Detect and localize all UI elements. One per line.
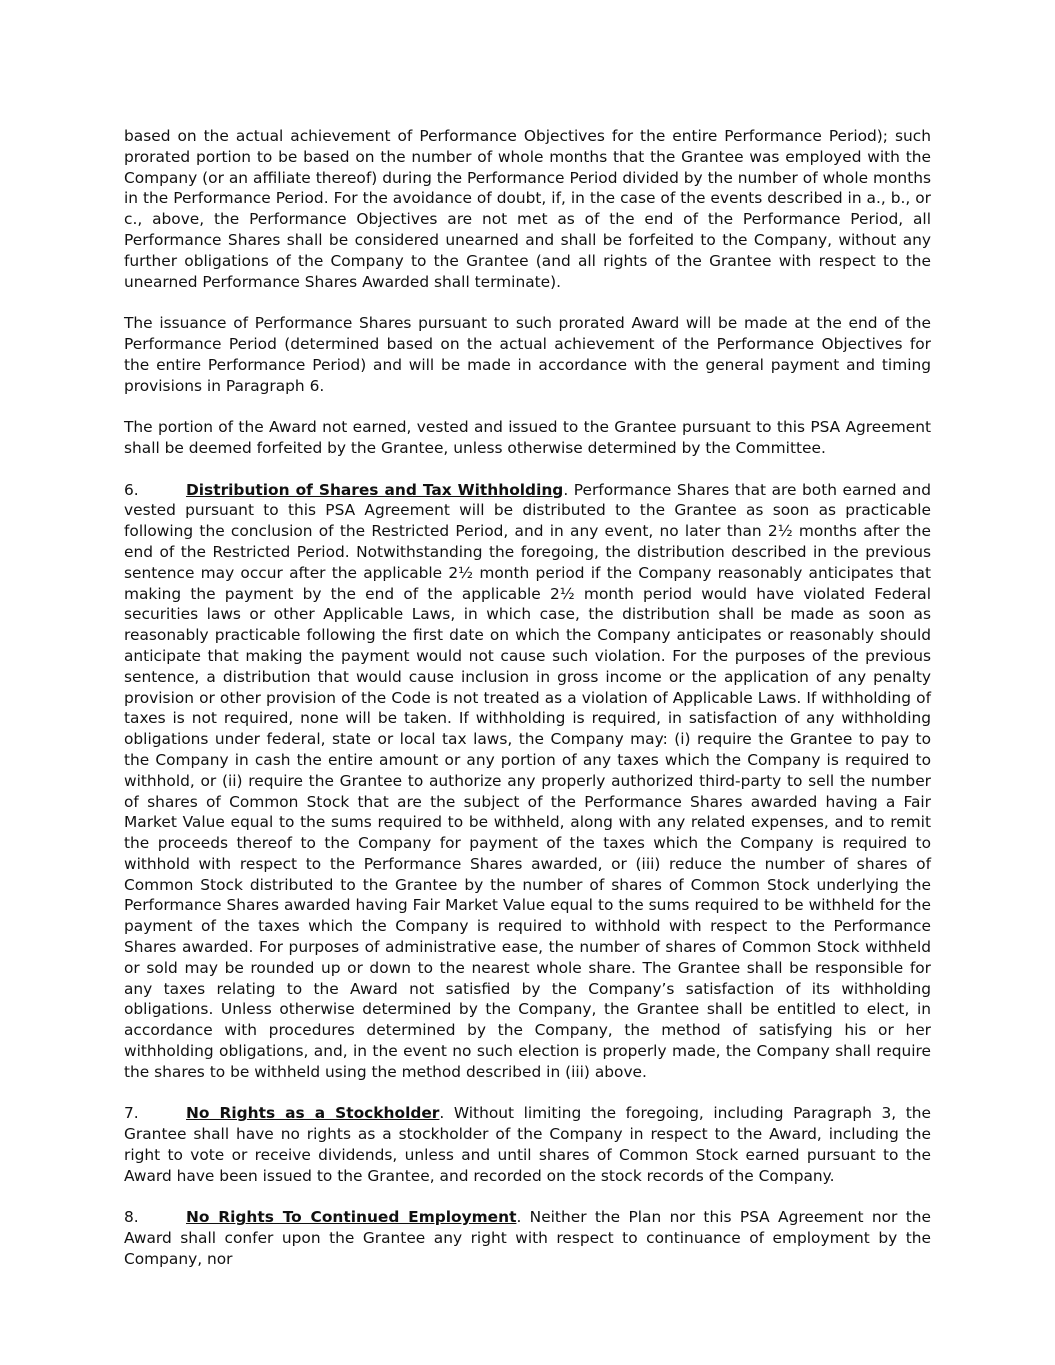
section-6 — [124, 480, 931, 1083]
section-number: 8. — [124, 1208, 139, 1227]
section-8 — [124, 1207, 931, 1269]
section-heading: Distribution of Shares and Tax Withholding — [186, 480, 564, 499]
section-body: . Without limiting the foregoing, including Paragraph 3, the Grantee shall have no rights as a stockholder of the Company in respect to the Award, including the right to vote or receive dividends, unless and until shares of Common Stock earned pursuant to the Award have been issued to the Grantee, and recorded on the stock records of the Company. — [124, 1104, 931, 1185]
paragraph-forfeiture: The portion of the Award not earned, vested and issued to the Grantee pursuant to this PSA Agreement shall be deemed forfeited by the Grantee, unless otherwise determined by the Committee. — [124, 418, 931, 457]
section-body: . Neither the Plan nor this PSA Agreement nor the Award shall confer upon the Grantee any right with respect to continuance of employment by the Company, nor — [124, 1208, 931, 1269]
section-heading: No Rights as a Stockholder — [186, 1104, 440, 1123]
section-body: . Performance Shares that are both earned and vested pursuant to this PSA Agreement will be distributed to the Grantee as soon as practicable following the conclusion of the Restricted Period, and in any event, no later than 2½ months after the end of the Restricted Period. Notwithstanding the foregoing, the distribution described in the previous sentence may occur after the applicable 2½ month period if the Company reasonably anticipates that making the payment by the end of the applicable 2½ month period would have violated Federal securities laws or other Applicable Laws, in which case, the distribution shall be made as soon as reasonably practicable following the first date on which the Company anticipates or reasonably should anticipate that making the payment would not cause such violation. For the purposes of the previous sentence, a distribution that would cause inclusion in gross income or the application of any penalty provision or other provision of the Code is not treated as a violation of Applicable Laws. If withholding of taxes is not required, none will be taken. If withholding is required, in satisfaction of any withholding obligations under federal, state or local tax laws, the Company may: (i) require the Grantee to pay to the Company in cash the entire amount or any portion of any taxes which the Company is required to withhold, or (ii) require the Grantee to authorize any properly authorized third-party to sell the number of shares of Common Stock that are the subject of the Performance Shares awarded having a Fair Market Value equal to the sums required to be withheld, along with any related expenses, and to remit the proceeds thereof to the Company for payment of the taxes which the Company is required to withhold with respect to the Performance Shares awarded, or (iii) reduce the number of shares of Common Stock distributed to the Grantee by the number of shares of Common Stock underlying the Performance Shares awarded having Fair Market Value equal to the sums required to be withheld for the payment of the taxes which the Company is required to withhold with respect to the Performance Shares awarded. For purposes of administrative ease, the number of shares of Common Stock withheld or sold may be rounded up or down to the nearest whole share. The Grantee shall be responsible for any taxes relating to the Award not satisfied by the Company’s satisfaction of its withholding obligations. Unless otherwise determined by the Company, the Grantee shall be entitled to elect, in accordance with procedures determined by the Company, the method of satisfying his or her withholding obligations, and, in the event no such election is properly made, the Company shall require the shares to be withheld using the method described in (iii) above. — [124, 480, 931, 1081]
section-7 — [124, 1103, 931, 1186]
paragraph-issuance: The issuance of Performance Shares pursuant to such prorated Award will be made at the end of the Performance Period (determined based on the actual achievement of the Performance Objectives for the entire Performance Period) and will be made in accordance with the general payment and timing provisions in Paragraph 6. — [124, 314, 931, 395]
section-number: 6. — [124, 480, 139, 499]
document-page — [124, 126, 931, 1291]
section-number: 7. — [124, 1104, 139, 1123]
section-heading: No Rights To Continued Employment — [186, 1208, 517, 1227]
paragraph-proration: based on the actual achievement of Performance Objectives for the entire Performance Period); such prorated portion to be based on the number of whole months that the Grantee was employed with the Company (or an affiliate thereof) during the Performance Period divided by the number of whole months in the Performance Period. For the avoidance of doubt, if, in the case of the events described in a., b., or c., above, the Performance Objectives are not met as of the end of the Performance Period, all Performance Shares shall be considered unearned and shall be forfeited to the Company, without any further obligations of the Company to the Grantee (and all rights of the Grantee with respect to the unearned Performance Shares Awarded shall terminate). — [124, 127, 931, 291]
